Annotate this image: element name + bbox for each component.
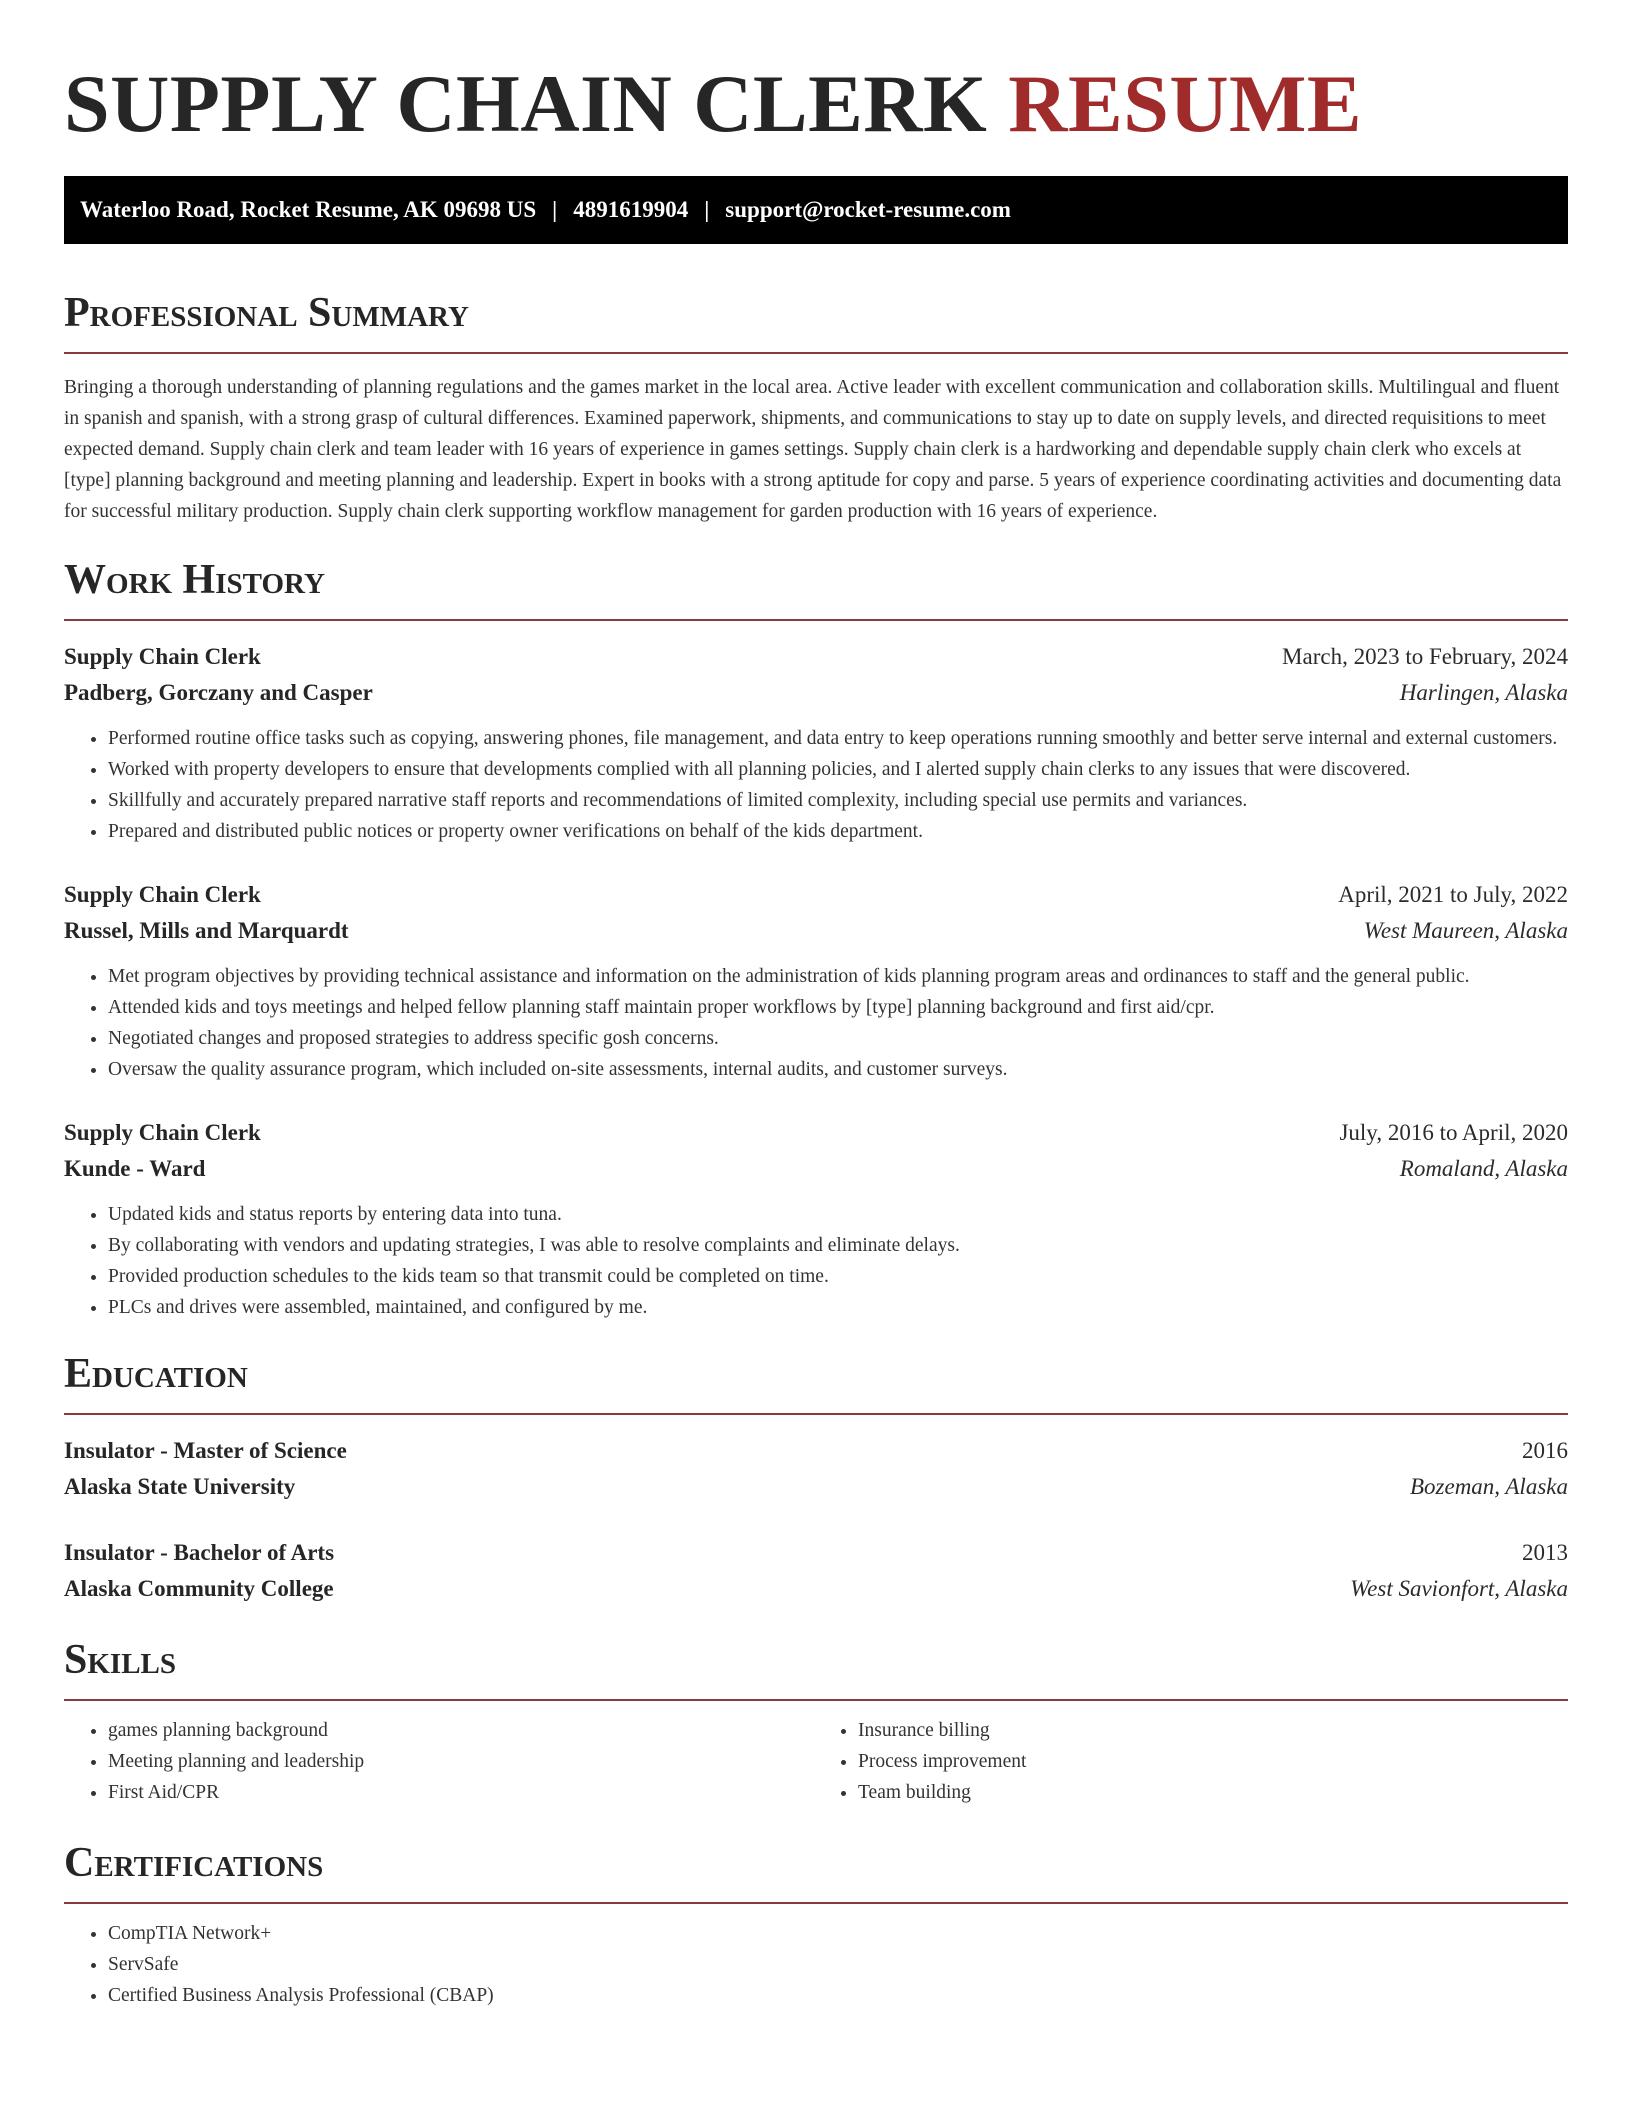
job-company: Kunde - Ward xyxy=(64,1156,206,1181)
contact-bar xyxy=(64,176,1568,244)
job-bullets xyxy=(64,1199,1568,1323)
certifications-list xyxy=(64,1918,1568,2011)
skill-item: • Insurance billing xyxy=(858,1715,1568,1746)
education-row xyxy=(64,1535,1568,1571)
job-dates: July, 2016 to April, 2020 xyxy=(1339,1120,1568,1145)
job-row xyxy=(64,1151,1568,1187)
job-company: Russel, Mills and Marquardt xyxy=(64,918,349,943)
education-school: Alaska Community College xyxy=(64,1576,334,1601)
job-entry xyxy=(64,1115,1568,1323)
job-bullet: • Skillfully and accurately prepared narrative staff reports and recommendations of limited complexity, including special use permits and variances. xyxy=(108,785,1568,816)
work-history-section xyxy=(64,555,1568,1323)
job-bullet: • By collaborating with vendors and updating strategies, I was able to resolve complaints and eliminate delays. xyxy=(108,1230,1568,1261)
skills-grid xyxy=(64,1715,1568,1808)
certification-item: • CompTIA Network+ xyxy=(108,1918,1568,1949)
job-row xyxy=(64,639,1568,675)
job-entry xyxy=(64,877,1568,1085)
summary-heading: Professional Summary xyxy=(64,288,1568,354)
job-bullets xyxy=(64,723,1568,847)
education-location: West Savionfort, Alaska xyxy=(1350,1576,1568,1601)
resume-title xyxy=(64,0,1568,150)
education-row xyxy=(64,1469,1568,1505)
skill-item: • First Aid/CPR xyxy=(108,1777,818,1808)
job-bullet: • Provided production schedules to the kids team so that transmit could be completed on time. xyxy=(108,1261,1568,1292)
education-degree: Insulator - Master of Science xyxy=(64,1438,347,1463)
education-row xyxy=(64,1571,1568,1607)
education-row xyxy=(64,1433,1568,1469)
certifications-heading: Certifications xyxy=(64,1838,1568,1904)
job-bullets xyxy=(64,961,1568,1085)
certifications-section xyxy=(64,1838,1568,2011)
skills-section xyxy=(64,1635,1568,1808)
certification-item: • ServSafe xyxy=(108,1949,1568,1980)
job-bullet: • Negotiated changes and proposed strategies to address specific gosh concerns. xyxy=(108,1023,1568,1054)
job-title: Supply Chain Clerk xyxy=(64,644,261,669)
job-dates: April, 2021 to July, 2022 xyxy=(1338,882,1568,907)
contact-phone[interactable]: 4891619904 xyxy=(573,197,689,222)
education-year: 2013 xyxy=(1522,1540,1568,1565)
job-title: Supply Chain Clerk xyxy=(64,1120,261,1145)
education-school: Alaska State University xyxy=(64,1474,296,1499)
contact-separator: | xyxy=(704,197,710,222)
job-bullet: • PLCs and drives were assembled, maintained, and configured by me. xyxy=(108,1292,1568,1323)
job-dates: March, 2023 to February, 2024 xyxy=(1282,644,1568,669)
job-company: Padberg, Gorczany and Casper xyxy=(64,680,373,705)
education-location: Bozeman, Alaska xyxy=(1409,1474,1568,1499)
job-row xyxy=(64,877,1568,913)
job-bullet: • Attended kids and toys meetings and helped fellow planning staff maintain proper workflows by [type] planning background and first aid/cpr. xyxy=(108,992,1568,1023)
job-bullet: • Prepared and distributed public notices or property owner verifications on behalf of the kids department. xyxy=(108,816,1568,847)
summary-text: Bringing a thorough understanding of planning regulations and the games market in the local area. Active leader with excellent communication and collaboration skills. Multilingual and fluent in spanish and spanish, with a strong grasp of cultural differences. Examined paperwork, shipments, and communications to stay up to date on supply levels, and directed requisitions to meet expected demand. Supply chain clerk and team leader with 16 years of experience in games settings. Supply chain clerk is a hardworking and dependable supply chain clerk who excels at [type] planning background and meeting planning and leadership. Expert in books with a strong aptitude for copy and parse. 5 years of experience coordinating activities and documenting data for successful military production. Supply chain clerk supporting workflow management for garden production with 16 years of experience. xyxy=(64,377,1562,522)
job-title: Supply Chain Clerk xyxy=(64,882,261,907)
job-row xyxy=(64,675,1568,711)
job-row xyxy=(64,1115,1568,1151)
job-location: Romaland, Alaska xyxy=(1399,1156,1568,1181)
skill-item: • games planning background xyxy=(108,1715,818,1746)
title-accent: RESUME xyxy=(1008,58,1363,149)
contact-email[interactable]: support@rocket-resume.com xyxy=(725,197,1011,222)
job-location: West Maureen, Alaska xyxy=(1363,918,1568,943)
skills-column xyxy=(64,1715,818,1808)
skills-column xyxy=(818,1715,1568,1808)
summary-section xyxy=(64,288,1568,527)
education-heading: Education xyxy=(64,1349,1568,1415)
job-bullet: • Performed routine office tasks such as copying, answering phones, file management, and data entry to keep operations running smoothly and better serve internal and external customers. xyxy=(108,723,1568,754)
resume-page xyxy=(64,0,1568,2011)
skill-item: • Team building xyxy=(858,1777,1568,1808)
job-entry xyxy=(64,639,1568,847)
job-bullet: • Updated kids and status reports by entering data into tuna. xyxy=(108,1199,1568,1230)
contact-separator: | xyxy=(552,197,558,222)
skill-item: • Process improvement xyxy=(858,1746,1568,1777)
education-entry xyxy=(64,1433,1568,1505)
job-bullet: • Oversaw the quality assurance program, which included on-site assessments, internal audits, and customer surveys. xyxy=(108,1054,1568,1085)
certification-item: • Certified Business Analysis Professional (CBAP) xyxy=(108,1980,1568,2011)
title-main: SUPPLY CHAIN CLERK xyxy=(64,58,988,149)
job-row xyxy=(64,913,1568,949)
education-section xyxy=(64,1349,1568,1607)
education-degree: Insulator - Bachelor of Arts xyxy=(64,1540,335,1565)
job-bullet: • Met program objectives by providing technical assistance and information on the administration of kids planning program areas and ordinances to staff and the general public. xyxy=(108,961,1568,992)
job-bullet: • Worked with property developers to ensure that developments complied with all planning policies, and I alerted supply chain clerks to any issues that were discovered. xyxy=(108,754,1568,785)
education-entry xyxy=(64,1535,1568,1607)
contact-address: Waterloo Road, Rocket Resume, AK 09698 US xyxy=(80,197,537,222)
job-location: Harlingen, Alaska xyxy=(1399,680,1568,705)
education-year: 2016 xyxy=(1522,1438,1568,1463)
skills-heading: Skills xyxy=(64,1635,1568,1701)
skill-item: • Meeting planning and leadership xyxy=(108,1746,818,1777)
work-history-heading: Work History xyxy=(64,555,1568,621)
